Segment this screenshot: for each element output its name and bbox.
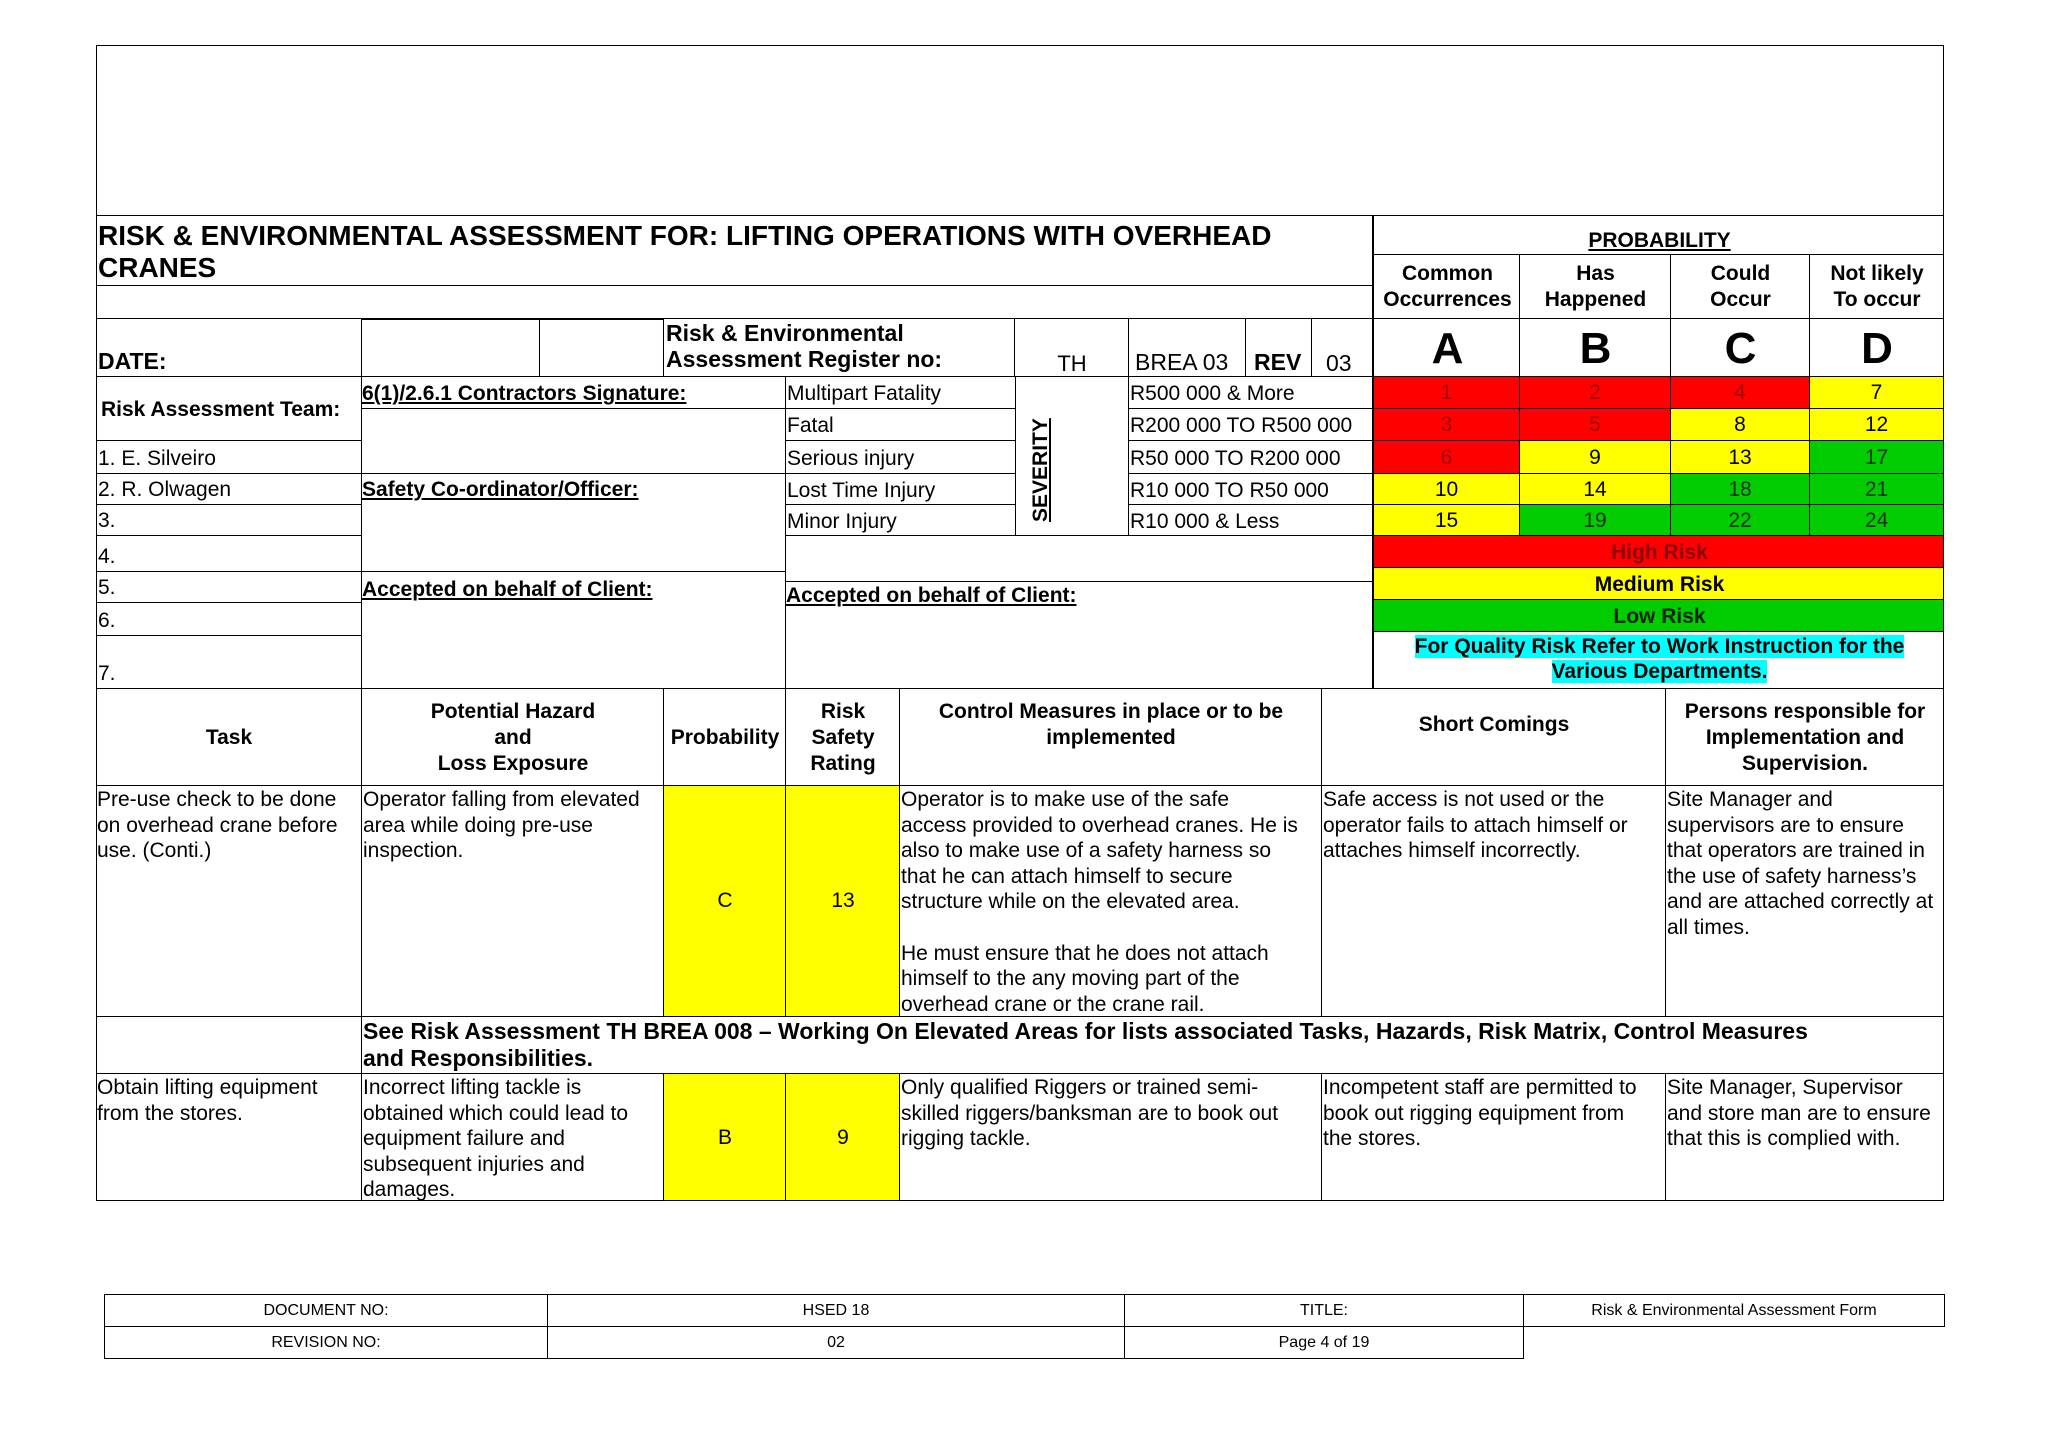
row1-control-line: himself to the any moving part of the	[901, 967, 1240, 991]
legend-quality-text-2: Various Departments.	[1551, 660, 1768, 683]
note-line-2: and Responsibilities.	[363, 1045, 594, 1071]
row1-hazard-line: area while doing pre-use	[363, 813, 593, 837]
register-prefix-cell	[1015, 319, 1129, 377]
team-member-6	[96, 603, 362, 636]
footer-rev: 02	[548, 1327, 1125, 1359]
safety-officer-cell	[362, 474, 786, 572]
row1-persons	[1666, 786, 1944, 1017]
footer-doc-no: HSED 18	[548, 1295, 1125, 1327]
prob-letter-d: D	[1861, 324, 1893, 373]
row1-hazard-line: inspection.	[363, 839, 464, 863]
severity-row-2	[786, 409, 1016, 441]
row2-rating-value: 9	[837, 1126, 849, 1149]
row2-short-line: Incompetent staff are permitted to	[1323, 1076, 1637, 1099]
matrix-cell: 24	[1810, 505, 1944, 536]
legend-quality-line-1	[1374, 634, 1944, 659]
row2-task-line: Obtain lifting equipment	[97, 1076, 318, 1099]
footer-page: Page 4 of 19	[1125, 1327, 1524, 1359]
severity-cost-3	[1129, 441, 1373, 474]
probability-title: PROBABILITY	[1588, 229, 1731, 252]
rev-value-cell	[1312, 319, 1373, 377]
probability-title-cell	[1373, 215, 1944, 255]
severity-name-3: Serious injury	[787, 447, 915, 470]
row1-probability-value: C	[717, 889, 733, 912]
legend-quality-cell	[1373, 632, 1944, 689]
row1-hazard-line: Operator falling from elevated	[363, 788, 640, 811]
title-cell	[96, 215, 1373, 286]
row2-task	[96, 1074, 362, 1201]
header-persons-cell	[1666, 689, 1944, 786]
client-spacer	[786, 536, 1373, 582]
legend-high-text: High Risk	[1611, 541, 1708, 564]
rev-value: 03	[1326, 350, 1352, 376]
row1-persons-line: the use of safety harness’s	[1667, 864, 1917, 888]
team-member-5-text: 5.	[98, 576, 116, 599]
matrix-cell: 10	[1373, 474, 1520, 505]
prob-letter-b: B	[1579, 324, 1612, 373]
header-short-cell	[1322, 689, 1666, 786]
severity-label: SEVERITY	[1029, 418, 1052, 522]
header-rating-1: Risk	[820, 700, 866, 723]
row2-persons-line: that this is complied with.	[1667, 1127, 1901, 1151]
prob-col-c-label-2: Occur	[1710, 288, 1771, 311]
team-label-cell	[96, 377, 362, 441]
row1-task	[96, 786, 362, 1017]
footer-empty	[1524, 1327, 1945, 1359]
prob-letter-a-cell	[1373, 319, 1520, 377]
header-control-2: implemented	[1046, 726, 1176, 749]
register-no-cell	[1129, 319, 1246, 377]
header-persons-1: Persons responsible for	[1684, 700, 1926, 723]
register-label-cell	[664, 319, 1015, 377]
team-member-4-text: 4.	[98, 545, 116, 568]
legend-quality-text-1: For Quality Risk Refer to Work Instruction for the	[1414, 635, 1905, 658]
prob-col-b-label-1: Has	[1576, 262, 1615, 285]
matrix-cell: 15	[1373, 505, 1520, 536]
matrix-cell: 4	[1671, 377, 1810, 409]
row1-persons-line: and are attached correctly at	[1667, 890, 1934, 914]
row1-control-line: also to make use of a safety harness so	[901, 839, 1272, 863]
matrix-cell: 17	[1810, 441, 1944, 474]
severity-name-4: Lost Time Injury	[787, 479, 936, 502]
legend-low-text: Low Risk	[1613, 605, 1706, 628]
prob-col-b-header	[1520, 255, 1671, 319]
legend-quality-line-2	[1374, 659, 1944, 684]
severity-name-5: Minor Injury	[787, 510, 897, 533]
row1-control	[900, 786, 1322, 1017]
row1-persons-line: Site Manager and	[1667, 788, 1833, 811]
severity-cost-5-text: R10 000 & Less	[1130, 510, 1280, 533]
row1-control-line: access provided to overhead cranes. He is	[901, 813, 1298, 837]
accepted-client-2-cell	[786, 582, 1373, 689]
matrix-cell: 6	[1373, 441, 1520, 474]
row2-hazard-line: Incorrect lifting tackle is	[363, 1076, 582, 1099]
prob-col-a-label-1: Common	[1402, 262, 1493, 285]
row1-control-line: Operator is to make use of the safe	[901, 788, 1230, 811]
severity-row-4	[786, 474, 1016, 505]
row1-short-line: operator fails to attach himself or	[1323, 813, 1628, 837]
row1-rating-value: 13	[831, 889, 855, 912]
row2-probability	[664, 1074, 786, 1201]
note-line-1: See Risk Assessment TH BREA 008 – Working On Elevated Areas for lists associated Tasks, Hazards, Risk Matrix, Control Measures	[363, 1018, 1808, 1044]
legend-medium	[1373, 568, 1944, 600]
matrix-cell: 2	[1520, 377, 1671, 409]
safety-officer-label: Safety Co-ordinator/Officer:	[362, 478, 639, 501]
team-member-5	[96, 572, 362, 603]
row2-short-line: book out rigging equipment from	[1323, 1101, 1625, 1125]
header-persons-2: Implementation and	[1705, 726, 1905, 749]
row1-persons-line: supervisors are to ensure	[1667, 813, 1904, 837]
date-label-cell	[96, 319, 362, 377]
legend-low	[1373, 600, 1944, 632]
prob-col-d-label-1: Not likely	[1830, 262, 1924, 285]
row2-hazard-line: damages.	[363, 1178, 456, 1201]
row2-hazard	[362, 1074, 664, 1201]
register-prefix: TH	[1057, 351, 1087, 376]
row1-hazard	[362, 786, 664, 1017]
team-member-2	[96, 474, 362, 505]
register-no: BREA 03	[1135, 349, 1229, 375]
header-control-cell	[900, 689, 1322, 786]
row2-probability-value: B	[717, 1126, 732, 1149]
prob-letter-a: A	[1431, 324, 1464, 373]
footer-title-label: TITLE:	[1125, 1295, 1524, 1327]
row2-task-line: from the stores.	[97, 1101, 243, 1125]
severity-cost-2-text: R200 000 TO R500 000	[1130, 414, 1353, 437]
header-hazard-cell	[362, 689, 664, 786]
prob-col-a-label-2: Occurrences	[1383, 288, 1512, 311]
row1-control-line	[901, 915, 1298, 941]
header-hazard-1: Potential Hazard	[430, 700, 596, 723]
header-rating-cell	[786, 689, 900, 786]
row1-control-line: that he can attach himself to secure	[901, 864, 1233, 888]
row1-control-line: He must ensure that he does not attach	[901, 941, 1269, 965]
matrix-cell: 12	[1810, 409, 1944, 441]
note-cell	[362, 1017, 1944, 1074]
title-line-2: CRANES	[98, 252, 217, 283]
severity-cost-1-text: R500 000 & More	[1130, 382, 1295, 405]
header-persons-3: Supervision.	[1741, 752, 1869, 775]
prob-col-a-header	[1373, 255, 1520, 319]
matrix-cell: 14	[1520, 474, 1671, 505]
severity-cost-2	[1129, 409, 1373, 441]
severity-name-1: Multipart Fatality	[787, 382, 942, 405]
team-member-4	[96, 536, 362, 572]
team-member-3	[96, 505, 362, 536]
row1-persons-line: that operators are trained in	[1667, 839, 1925, 863]
matrix-cell: 19	[1520, 505, 1671, 536]
team-member-1-text: 1. E. Silveiro	[98, 447, 216, 470]
header-probability-cell	[664, 689, 786, 786]
row2-hazard-line: obtained which could lead to	[363, 1101, 629, 1125]
severity-cost-4-text: R10 000 TO R50 000	[1130, 479, 1329, 502]
team-member-3-text: 3.	[98, 509, 116, 532]
matrix-cell: 9	[1520, 441, 1671, 474]
row1-control-line: structure while on the elevated area.	[901, 890, 1240, 914]
register-label-2: Assessment Register no:	[666, 346, 943, 372]
severity-cost-4	[1129, 474, 1373, 505]
contractor-sig-label: 6(1)/2.6.1 Contractors Signature:	[362, 382, 687, 405]
row1-rating	[786, 786, 900, 1017]
row2-control-line: Only qualified Riggers or trained semi-	[901, 1076, 1259, 1099]
contractor-sig-cell	[362, 377, 786, 409]
matrix-cell: 7	[1810, 377, 1944, 409]
accepted-client-1-cell	[362, 572, 786, 689]
note-empty-cell	[96, 1017, 362, 1074]
legend-high	[1373, 536, 1944, 568]
matrix-cell: 5	[1520, 409, 1671, 441]
severity-row-5	[786, 505, 1016, 536]
matrix-cell: 3	[1373, 409, 1520, 441]
team-member-6-text: 6.	[98, 609, 116, 632]
row1-short	[1322, 786, 1666, 1017]
severity-name-2: Fatal	[787, 414, 834, 437]
prob-col-b-label-2: Happened	[1544, 288, 1647, 311]
header-task: Task	[205, 726, 253, 749]
row2-persons-line: and store man are to ensure	[1667, 1101, 1931, 1125]
row2-hazard-line: equipment failure and	[363, 1127, 565, 1151]
row2-hazard-line: subsequent injuries and	[363, 1152, 585, 1176]
header-rating-2: Safety	[811, 726, 875, 749]
row2-persons-line: Site Manager, Supervisor	[1667, 1076, 1903, 1099]
severity-cost-3-text: R50 000 TO R200 000	[1130, 447, 1341, 470]
header-hazard-3: Loss Exposure	[437, 752, 589, 775]
row1-task-line: Pre-use check to be done	[97, 788, 337, 811]
prob-col-d-header	[1810, 255, 1944, 319]
title-spacer	[96, 286, 1373, 319]
severity-row-3	[786, 441, 1016, 474]
footer-rev-label: REVISION NO:	[105, 1327, 548, 1359]
prob-col-c-header	[1671, 255, 1810, 319]
header-control-1: Control Measures in place or to be	[938, 700, 1284, 723]
title-line-1: RISK & ENVIRONMENTAL ASSESSMENT FOR: LIFTING OPERATIONS WITH OVERHEAD	[98, 220, 1272, 251]
team-label: Risk Assessment Team:	[101, 398, 341, 421]
rev-label: REV	[1254, 349, 1302, 375]
rev-label-cell	[1246, 319, 1312, 377]
severity-row-1	[786, 377, 1016, 409]
row2-short	[1322, 1074, 1666, 1201]
prob-col-c-label-1: Could	[1710, 262, 1771, 285]
matrix-cell: 22	[1671, 505, 1810, 536]
header-hazard-2: and	[494, 726, 532, 749]
contractor-sig-field[interactable]	[362, 409, 786, 474]
prob-letter-c-cell	[1671, 319, 1810, 377]
header-rating-3: Rating	[810, 752, 876, 775]
accepted-client-1-label: Accepted on behalf of Client:	[362, 578, 653, 601]
matrix-cell: 8	[1671, 409, 1810, 441]
team-member-2-text: 2. R. Olwagen	[98, 478, 232, 501]
prob-letter-d-cell	[1810, 319, 1944, 377]
row1-probability	[664, 786, 786, 1017]
row1-short-line: attaches himself incorrectly.	[1323, 839, 1581, 863]
row2-control-line: skilled riggers/banksman are to book out	[901, 1101, 1279, 1125]
accepted-client-2-label: Accepted on behalf of Client:	[786, 584, 1077, 607]
row2-rating	[786, 1074, 900, 1201]
legend-medium-text: Medium Risk	[1594, 573, 1725, 596]
prob-letter-c: C	[1724, 324, 1757, 373]
row1-persons-line: all times.	[1667, 915, 1750, 939]
matrix-cell: 21	[1810, 474, 1944, 505]
register-label-1: Risk & Environmental	[666, 320, 904, 346]
row2-control-line: rigging tackle.	[901, 1127, 1031, 1151]
date-value-cell-1	[362, 319, 540, 377]
header-short: Short Comings	[1418, 713, 1570, 736]
row1-short-line: Safe access is not used or the	[1323, 788, 1605, 811]
footer-title: Risk & Environmental Assessment Form	[1524, 1295, 1945, 1327]
severity-cost-1	[1129, 377, 1373, 409]
team-member-7-text: 7.	[98, 662, 116, 685]
severity-label-cell	[1016, 377, 1129, 536]
header-probability: Probability	[670, 726, 780, 749]
matrix-cell: 1	[1373, 377, 1520, 409]
prob-letter-b-cell	[1520, 319, 1671, 377]
prob-col-d-label-2: To occur	[1833, 288, 1921, 311]
row1-task-line: use. (Conti.)	[97, 839, 212, 863]
team-member-7	[96, 636, 362, 689]
team-member-1	[96, 441, 362, 474]
date-value-cell-2	[540, 319, 664, 377]
date-label: DATE:	[98, 348, 167, 374]
severity-cost-5	[1129, 505, 1373, 536]
row2-short-line: the stores.	[1323, 1127, 1422, 1151]
footer-doc-no-label: DOCUMENT NO:	[105, 1295, 548, 1327]
row2-control	[900, 1074, 1322, 1201]
footer-table	[104, 1294, 1945, 1359]
row2-persons	[1666, 1074, 1944, 1201]
row1-control-line: overhead crane or the crane rail.	[901, 992, 1205, 1016]
matrix-cell: 18	[1671, 474, 1810, 505]
matrix-cell: 13	[1671, 441, 1810, 474]
row1-task-line: on overhead crane before	[97, 813, 338, 837]
header-task-cell	[96, 689, 362, 786]
